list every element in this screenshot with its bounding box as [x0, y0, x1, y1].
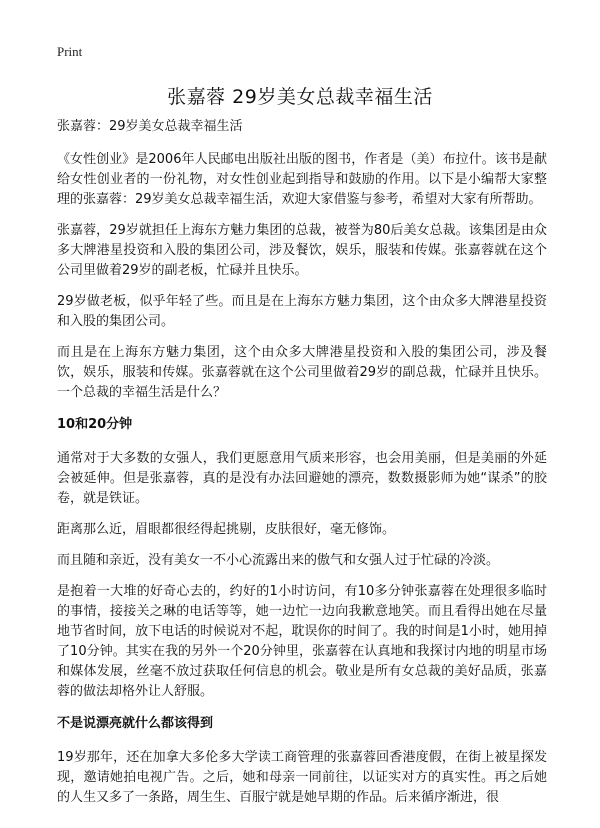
article-subtitle: 张嘉蓉：29岁美女总裁幸福生活 — [57, 119, 243, 134]
paragraph-9: 19岁那年，还在加拿大多伦多大学读工商管理的张嘉蓉回香港度假，在街上被星探发现，邀请她拍电视广告。之后，她和母亲一同前往，以证实对方的真实性。再之后她的人生又多了一条路，周生生、百服宁就是她早期的作品。后来循序渐进，很 — [57, 750, 547, 805]
paragraph-2: 张嘉蓉，29岁就担任上海东方魅力集团的总裁，被誉为80后美女总裁。该集团是由众多大牌港星投资和入股的集团公司，涉及餐饮，娱乐，服装和传媒。张嘉蓉就在这个公司里做着29岁的副老板，忙碌并且快乐。 — [57, 223, 547, 278]
paragraph-5: 通常对于大多数的女强人，我们更愿意用气质来形容，也会用美丽，但是美丽的外延会被延伸。但是张嘉蓉，真的是没有办法回避她的漂亮，数数摄影师为她“谋杀”的胶卷，就是铁证。 — [57, 451, 547, 506]
section-heading-2: 不是说漂亮就什么都该得到 — [57, 716, 214, 731]
paragraph-4: 而且是在上海东方魅力集团，这个由众多大牌港星投资和入股的集团公司，涉及餐饮，娱乐，服装和传媒。张嘉蓉就在这个公司里做着29岁的副总裁，忙碌并且快乐。一个总裁的幸福生活是什么？ — [57, 345, 547, 400]
paragraph-intro: 《女性创业》是2006年人民邮电出版社出版的图书，作者是（美）布拉什。该书是献给女性创业者的一份礼物，对女性创业起到指导和鼓励的作用。以下是小编帮大家整理的张嘉蓉：29岁美女总裁幸福生活，欢迎大家借鉴与参考，希望对大家有所帮助。 — [57, 152, 547, 207]
section-heading-1: 10和20分钟 — [57, 417, 133, 432]
article-body — [57, 117, 547, 819]
paragraph-7: 而且随和亲近，没有美女一不小心流露出来的傲气和女强人过于忙碌的冷淡。 — [57, 553, 500, 568]
paragraph-3: 29岁做老板，似乎年轻了些。而且是在上海东方魅力集团，这个由众多大牌港星投资和入股的集团公司。 — [57, 294, 547, 329]
paragraph-8: 是抱着一大堆的好奇心去的，约好的1小时访问，有10多分钟张嘉蓉在处理很多临时的事情，接接关之琳的电话等等，她一边忙一边向我歉意地笑。而且看得出她在尽量地节省时间，放下电话的时候说对不起，耽误你的时间了。我的时间是1小时，她用掉了10分钟。其实在我的另外一个20分钟里，张嘉蓉在认真地和我探讨内地的明星市场和媒体发展，丝毫不放过获取任何信息的机会。敬业是所有女总裁的美好品质，张嘉蓉的做法却格外让人舒服。 — [57, 584, 547, 699]
print-label[interactable]: Print — [57, 44, 83, 59]
page-title: 张嘉蓉 29岁美女总裁幸福生活 — [167, 86, 433, 108]
paragraph-6: 距离那么近，眉眼都很经得起挑剔，皮肤很好，毫无修饰。 — [57, 522, 396, 537]
